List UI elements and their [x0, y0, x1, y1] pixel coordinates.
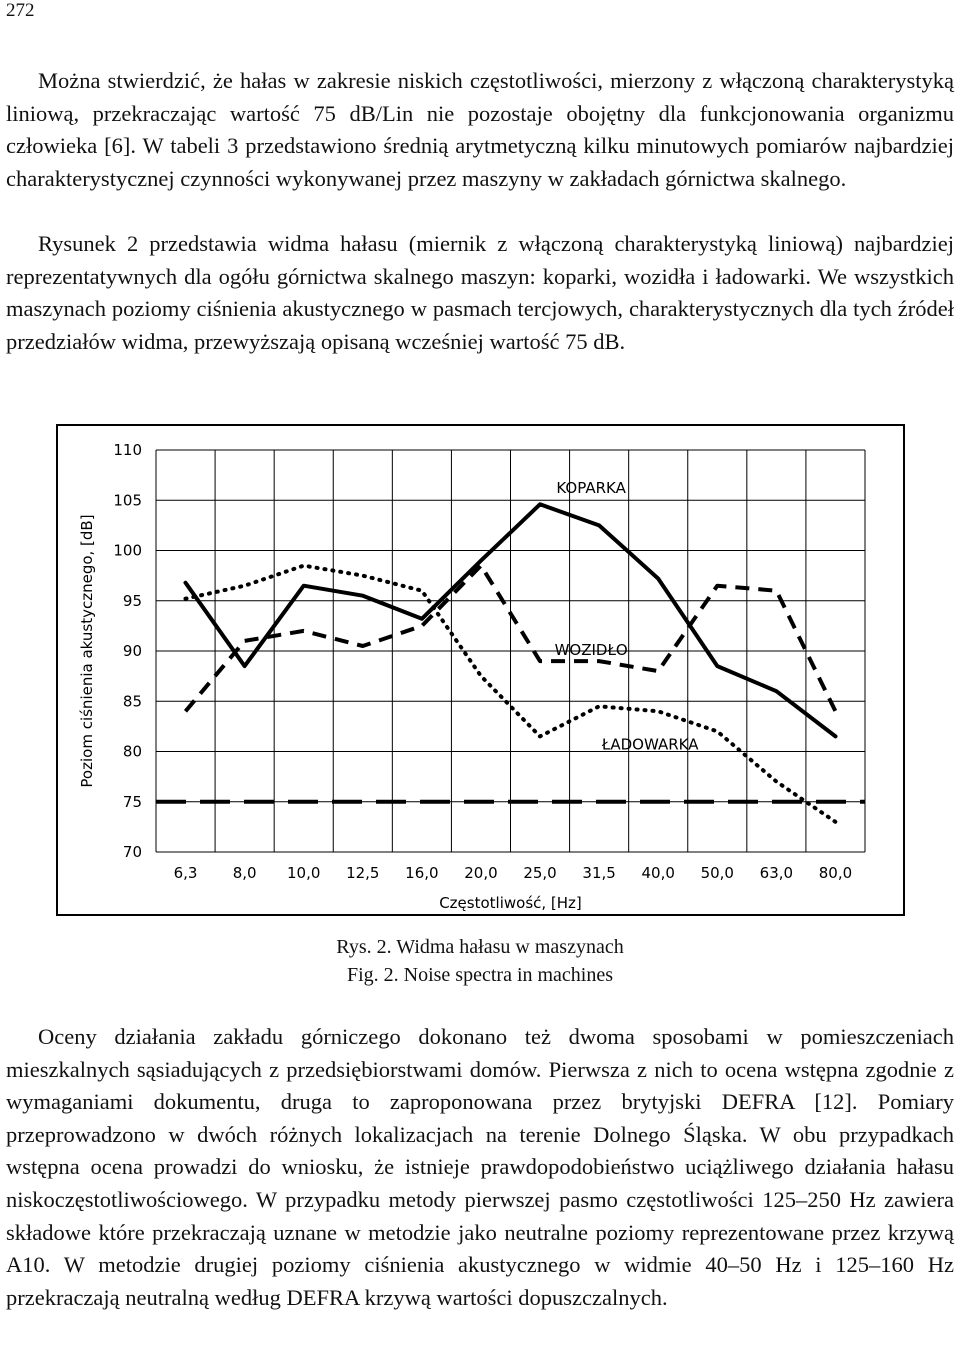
series-label-koparka: KOPARKA	[556, 479, 626, 498]
figure-caption-pl: Rys. 2. Widma hałasu w maszynach	[336, 936, 624, 958]
y-tick-label: 110	[113, 441, 142, 459]
x-tick-label: 50,0	[700, 864, 734, 882]
x-axis-label: Częstotliwość, [Hz]	[439, 894, 582, 912]
chart-frame	[56, 424, 905, 916]
y-axis-label: Poziom ciśnienia akustycznego, [dB]	[78, 514, 96, 788]
x-tick-label: 6,3	[173, 864, 198, 882]
series-label-ładowarka: ŁADOWARKA	[601, 735, 699, 754]
x-tick-label: 16,0	[405, 864, 439, 882]
x-tick-label: 20,0	[464, 864, 498, 882]
paragraph-1: Można stwierdzić, że hałas w zakresie niskich częstotliwości, mierzony z włączoną charakterystyką liniową, przekraczając wartość 75 dB/Lin nie pozostaje obojętny dla funkcjonowania organizmu człowieka [6]. W tabeli 3 przedstawiono średnią arytmetyczną kilku minutowych pomiarów najbardziej charakterystycznej czynności wykonywanej przez maszyny w zakładach górnictwa skalnego.	[6, 68, 954, 191]
x-tick-label: 12,5	[346, 864, 380, 882]
series-label-wozidło: WOZIDŁO	[554, 641, 628, 660]
y-tick-label: 100	[113, 541, 142, 560]
x-tick-label: 10,0	[287, 864, 321, 882]
figure-caption-en: Fig. 2. Noise spectra in machines	[346, 964, 614, 986]
x-tick-label: 80,0	[818, 864, 853, 882]
y-tick-label: 85	[122, 692, 142, 711]
y-tick-label: 70	[122, 843, 142, 861]
y-tick-label: 75	[122, 792, 142, 811]
paragraph-2: Rysunek 2 przedstawia widma hałasu (miernik z włączoną charakterystyką liniową) najbardziej reprezentatywnych dla ogółu górnictwa skalnego maszyn: koparki, wozidła i ładowarki. We wszystkich maszynach poziomy ciśnienia akustycznego w pasmach tercjowych, charakterystycznych dla tych źródeł przedziałów widma, przewyższają opisaną wcześniej wartość 75 dB.	[6, 231, 954, 354]
x-tick-label: 63,0	[759, 864, 794, 882]
y-tick-label: 80	[122, 742, 142, 761]
x-tick-label: 8,0	[232, 864, 257, 882]
page-number: 272	[6, 0, 35, 21]
y-tick-label: 95	[122, 591, 142, 610]
x-tick-label: 25,0	[523, 864, 557, 882]
y-tick-label: 90	[122, 642, 142, 660]
x-tick-label: 31,5	[582, 864, 616, 882]
x-tick-label: 40,0	[641, 864, 675, 882]
y-tick-label: 105	[113, 491, 142, 510]
noise-spectra-chart	[58, 426, 903, 914]
paragraph-3: Oceny działania zakładu górniczego dokonano też dwoma sposobami w pomieszczeniach mieszkalnych sąsiadujących z przedsiębiorstwami domów. Pierwsza z nich to ocena wstępna zgodnie z wymaganiami dokumentu, druga to zaproponowana przez brytyjski DEFRA [12]. Pomiary przeprowadzono w dwóch różnych lokalizacjach na terenie Dolnego Śląska. W obu przypadkach wstępna ocena prowadzi do wniosku, że istnieje prawdopodobieństwo uciążliwego działania hałasu niskoczęstotliwościowego. W przypadku metody pierwszej pasmo częstotliwości 125–250 Hz zawiera składowe które przekraczają uznane w metodzie jako neutralne poziomy reprezentowane przez krzywą A10. W metodzie drugiej poziomy ciśnienia akustycznego w widmie 40–50 Hz i 125–160 Hz przekraczają neutralną według DEFRA krzywą wartości dopuszczalnych.	[6, 1024, 954, 1310]
